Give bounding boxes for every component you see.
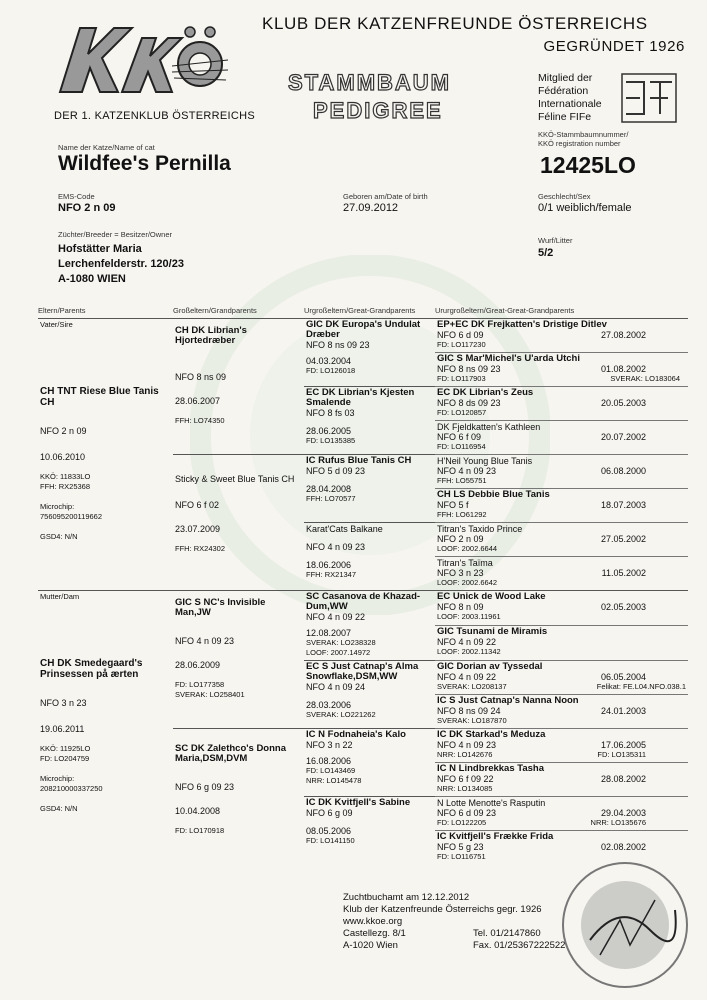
ggg-12: IC S Just Catnap's Nanna Noon NFO 8 ns 09 24 24.01.2003 SVERAK: LO187870 <box>435 695 688 729</box>
ggg-11: GIC Dorian av Tyssedal NFO 4 n 09 22 06.05.2004 SVERAK: LO208137 Felikat: FE.L04.NFO.038.1 <box>435 661 688 695</box>
ggg-7: Titran's Taxido Prince NFO 2 n 09 27.05.2002 LOOF: 2002.6644 <box>435 523 688 557</box>
breeder-street: Lerchenfelderstr. 120/23 <box>58 258 184 270</box>
footer-street: Castellezg. 8/1 <box>343 928 406 939</box>
ggg-13: IC DK Starkad's Meduza NFO 4 n 09 23 17.06.2005 NRR: LO142676 FD: LO135311 <box>435 729 688 763</box>
litter-label: Wurf/Litter <box>538 236 573 245</box>
dam-cell: Mutter/Dam CH DK Smedegaard's Prinsessen på ærten NFO 3 n 23 19.06.2011 KKÖ: 11925LO FD: LO204759 Microchip: 208210000337250 GSD4: N/N <box>38 591 173 865</box>
club-name: KLUB DER KATZENFREUNDE ÖSTERREICHS <box>262 14 648 33</box>
ems-code: NFO 2 n 09 <box>58 202 116 214</box>
title-pedigree: PEDIGREE <box>313 98 443 123</box>
great-grandparent-8: IC DK Kvitfjell's Sabine NFO 6 g 09 08.05.2006 FD: LO141150 <box>306 797 411 845</box>
sire-name: CH TNT Riese Blue Tanis CH <box>40 386 159 408</box>
great-grandparent-2: EC DK Librian's Kjesten Smalende NFO 8 fs 03 28.06.2005 FD: LO135385 <box>304 387 435 455</box>
dob-label: Geboren am/Date of birth <box>343 192 428 201</box>
sex-label: Geschlecht/Sex <box>538 192 591 201</box>
great-grandparent-7: IC N Fodnaheia's Kalo NFO 3 n 22 16.08.2006 FD: LO143469 NRR: LO145478 <box>304 729 435 797</box>
club-stamp <box>560 860 690 990</box>
logo-subtitle: DER 1. KATZENKLUB ÖSTERREICHS <box>54 110 256 122</box>
ggg-9: EC Unick de Wood Lake NFO 8 n 09 02.05.2003 LOOF: 2003.11961 <box>435 591 688 626</box>
ggg-3: EC DK Librian's Zeus NFO 8 ds 09 23 20.05.2003 FD: LO120857 <box>435 387 688 421</box>
ggg-6: CH LS Debbie Blue Tanis NFO 5 f 18.07.2003 FFH: LO61292 <box>435 489 688 523</box>
col-grandparents: Großeltern/Grandparents <box>173 306 304 319</box>
ggg-1: EP+EC DK Frejkatten's Dristige Ditlev NFO 6 d 09 27.08.2002 FD: LO117230 <box>435 319 688 353</box>
ggg-16: IC Kvitfjell's Frække Frida NFO 5 g 23 02.08.2002 FD: LO116751 <box>437 831 646 861</box>
great-grandparent-6: EC S Just Catnap's Alma Snowflake,DSM,WW NFO 4 n 09 24 28.03.2006 SVERAK: LO221262 <box>304 661 435 729</box>
title-stammbaum: STAMMBAUM <box>288 70 452 95</box>
ggg-10: GIC Tsunami de Miramis NFO 4 n 09 22 LOOF: 2002.11342 <box>435 626 688 661</box>
founded-text: GEGRÜNDET 1926 <box>543 38 685 55</box>
cat-name: Wildfee's Pernilla <box>58 152 231 175</box>
litter-value: 5/2 <box>538 247 554 259</box>
ggg-5: H'Neil Young Blue Tanis NFO 4 n 09 23 06.08.2000 FFH: LO55751 <box>435 455 688 489</box>
footer-tel: Tel. 01/2147860 <box>473 928 541 939</box>
reg-label-2: KKÖ registration number <box>538 139 621 148</box>
ggg-8: Titran's Taïma NFO 3 n 23 11.05.2002 LOOF: 2002.6642 <box>435 557 688 591</box>
grandparent-2: Sticky & Sweet Blue Tanis CH NFO 6 f 02 23.07.2009 FFH: RX24302 <box>173 455 304 591</box>
footer-city: A-1020 Wien <box>343 940 398 951</box>
great-grandparent-4: Karat'Cats Balkane NFO 4 n 09 23 18.06.2006 FFH: RX21347 <box>304 523 435 591</box>
col-great-grandparents: Urgroßeltern/Great-Grandparents <box>304 306 435 319</box>
col-great-great-grandparents: Ururgroßeltern/Great-Great-Grandparents <box>435 306 688 319</box>
fife-logo <box>620 72 678 124</box>
ggg-4: DK Fjeldkatten's Kathleen NFO 6 f 09 20.07.2002 FD: LO116954 <box>435 421 688 455</box>
breeder-name: Hofstätter Maria <box>58 243 142 255</box>
col-parents: Eltern/Parents <box>38 306 173 319</box>
dam-name: CH DK Smedegaard's Prinsessen på ærten <box>40 658 143 680</box>
fife-membership: Mitglied der Fédération Internationale Féline FIFe <box>538 72 602 123</box>
breeder-city: A-1080 WIEN <box>58 273 126 285</box>
sex-value: 0/1 weiblich/female <box>538 202 632 214</box>
date-of-birth: 27.09.2012 <box>343 202 399 214</box>
grandparent-3: GIC S NC's Invisible Man,JW NFO 4 n 09 23 28.06.2009 FD: LO177358 SVERAK: LO258401 <box>173 591 304 729</box>
registration-number: 12425LO <box>540 152 636 178</box>
great-grandparent-1: GIC DK Europa's Undulat Dræber NFO 8 ns 09 23 04.03.2004 FD: LO126018 <box>304 319 435 387</box>
breeder-label: Züchter/Breeder = Besitzer/Owner <box>58 230 173 239</box>
ggg-14: IC N Lindbrekkas Tasha NFO 6 f 09 22 28.08.2002 NRR: LO134085 <box>435 763 688 797</box>
cat-name-label: Name der Katze/Name of cat <box>58 143 155 152</box>
reg-label-1: KKÖ-Stammbaumnummer/ <box>538 130 629 139</box>
ggg-2: GIC S Mar'Michel's U'arda Utchi NFO 8 ns 09 23 01.08.2002 FD: LO117903 SVERAK: LO183064 <box>435 353 688 387</box>
ems-label: EMS-Code <box>58 192 95 201</box>
grandparent-1: CH DK Librian's Hjortedræber NFO 8 ns 09 28.06.2007 FFH: LO74350 <box>173 319 304 455</box>
footer-registered: Zuchtbuchamt am 12.12.2012 <box>343 892 470 903</box>
footer-web: www.kkoe.org <box>343 916 403 927</box>
pedigree-table <box>38 306 688 864</box>
ggg-15: N Lotte Menotte's Rasputin NFO 6 d 09 23 29.04.2003 FD: LO122205 NRR: LO135676 <box>435 797 688 831</box>
grandparent-4: SC DK Zalethco's Donna Maria,DSM,DVM NFO 6 g 09 23 10.04.2008 FD: LO170918 <box>175 743 286 835</box>
great-grandparent-3: IC Rufus Blue Tanis CH NFO 5 d 09 23 28.04.2008 FFH: LO70577 <box>304 455 435 523</box>
sire-cell: Vater/Sire CH TNT Riese Blue Tanis CH NFO 2 n 09 10.06.2010 KKÖ: 11833LO FFH: RX25368 Microchip: 756095200119662 GSD4: N/N <box>38 319 173 591</box>
great-grandparent-5: SC Casanova de Khazad-Dum,WW NFO 4 n 09 22 12.08.2007 SVERAK: LO238328 LOOF: 2007.14972 <box>304 591 435 661</box>
footer-fax: Fax. 01/25367222522 <box>473 940 566 951</box>
kkoe-logo <box>52 20 230 106</box>
footer-club: Klub der Katzenfreunde Österreichs gegr. 1926 <box>343 904 542 915</box>
